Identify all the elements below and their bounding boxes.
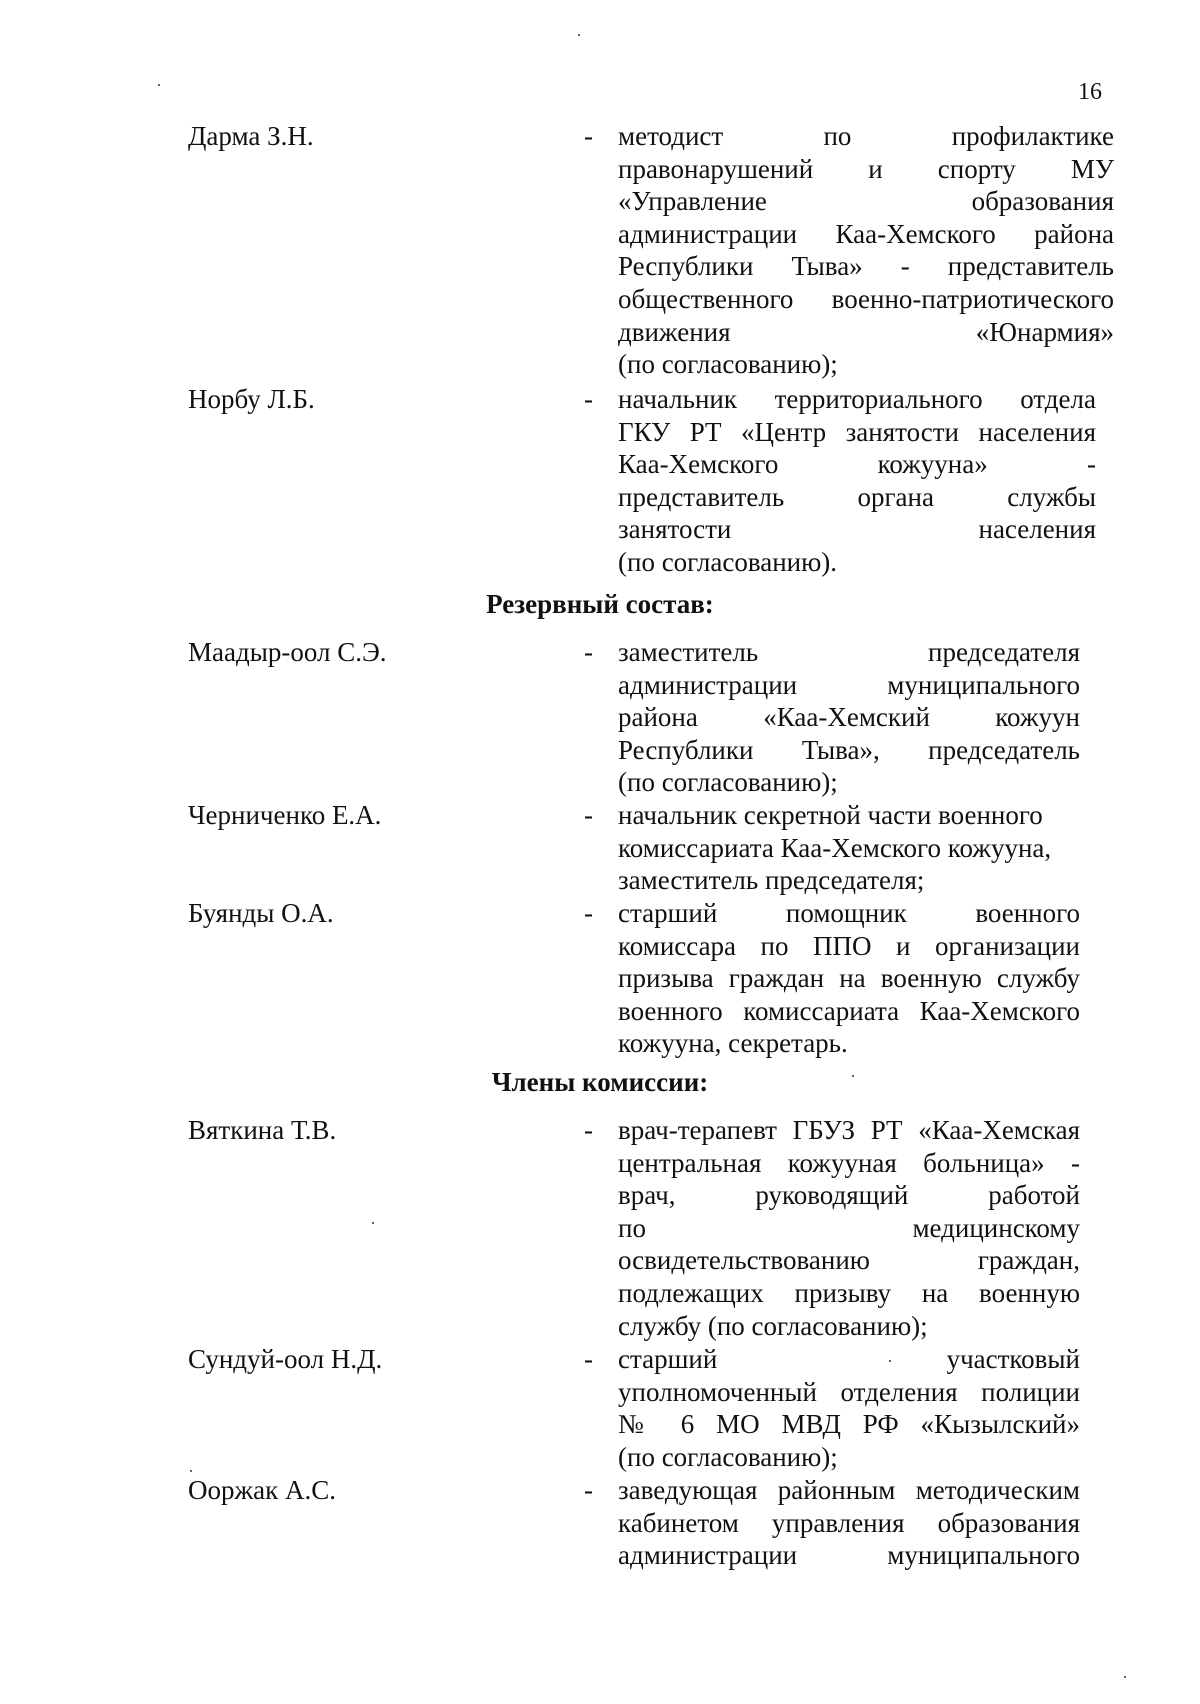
scan-speck	[158, 84, 160, 86]
member-position	[618, 799, 1080, 897]
position-line: района «Каа-Хемский кожуун	[618, 702, 1080, 733]
position-line: представитель органа службы	[618, 481, 1096, 512]
position-line: движения «Юнармия»	[618, 316, 1114, 347]
position-line: комиссара по ППО и организации	[618, 930, 1080, 961]
position-line: (по согласованию).	[618, 546, 838, 577]
member-name: Сундуй-оол Н.Д.	[188, 1344, 383, 1374]
member-name: Ооржак А.С.	[188, 1475, 337, 1505]
scan-speck	[578, 34, 580, 36]
scan-speck	[372, 1222, 374, 1224]
entry-dash: -	[584, 800, 593, 830]
section-heading-reserve: Резервный состав:	[486, 589, 714, 619]
position-line: Республики Тыва», председатель	[618, 734, 1080, 765]
position-line: администрации муниципального	[618, 669, 1080, 700]
position-line: заместитель председателя;	[618, 865, 925, 896]
scan-speck	[190, 1470, 192, 1472]
position-line: «Управление образования	[618, 186, 1114, 217]
member-position	[618, 897, 1080, 1060]
position-line: Республики Тыва» - представитель	[618, 251, 1114, 282]
position-line: врач, руководящий работой	[618, 1180, 1080, 1211]
position-line: старший участковый	[618, 1344, 1080, 1374]
position-line: заместитель председателя	[618, 637, 1080, 667]
position-line: администрации муниципального	[618, 1540, 1080, 1571]
member-position	[618, 1114, 1080, 1342]
member-name: Черниченко Е.А.	[188, 800, 382, 830]
member-position	[618, 383, 1096, 579]
entry-dash: -	[584, 384, 593, 414]
position-line: старший помощник военного	[618, 898, 1080, 928]
position-line: военного комиссариата Каа-Хемского	[618, 995, 1080, 1026]
position-line: комиссариата Каа-Хемского кожууна,	[618, 832, 1052, 863]
position-line: методист по профилактике	[618, 121, 1114, 151]
position-line: ГКУ РТ «Центр занятости населения	[618, 416, 1096, 447]
member-name: Маадыр-оол С.Э.	[188, 637, 387, 667]
member-position	[618, 1343, 1080, 1473]
scan-speck	[1124, 1676, 1126, 1678]
position-line: уполномоченный отделения полиции	[618, 1376, 1080, 1407]
entry-dash: -	[584, 121, 593, 151]
member-name: Буянды О.А.	[188, 898, 334, 928]
position-line: начальник территориального отдела	[618, 384, 1096, 414]
position-line: кожууна, секретарь.	[618, 1028, 848, 1059]
member-name: Дарма З.Н.	[188, 121, 314, 151]
member-name: Норбу Л.Б.	[188, 384, 315, 414]
position-line: подлежащих призыву на военную	[618, 1277, 1080, 1308]
member-position	[618, 1474, 1080, 1572]
position-line: № 6 МО МВД РФ «Кызылский»	[618, 1409, 1080, 1440]
position-line: общественного военно-патриотического	[618, 283, 1114, 314]
position-line: освидетельствованию граждан,	[618, 1245, 1080, 1276]
position-line: центральная кожууная больница» -	[618, 1147, 1080, 1178]
position-line: правонарушений и спорту МУ	[618, 153, 1114, 184]
member-position	[618, 120, 1114, 381]
entry-dash: -	[584, 637, 593, 667]
entry-dash: -	[584, 1475, 593, 1505]
position-line: службу (по согласованию);	[618, 1310, 928, 1341]
position-line: Каа-Хемского кожууна» -	[618, 449, 1096, 480]
entry-dash: -	[584, 898, 593, 928]
member-position	[618, 636, 1080, 799]
position-line: начальник секретной части военного	[618, 800, 1043, 830]
entry-dash: -	[584, 1344, 593, 1374]
position-line: (по согласованию);	[618, 1441, 838, 1472]
position-line: администрации Каа-Хемского района	[618, 218, 1114, 249]
member-name: Вяткина Т.В.	[188, 1115, 337, 1145]
section-heading-members: Члены комиссии:	[491, 1067, 709, 1097]
entry-dash: -	[584, 1115, 593, 1145]
position-line: (по согласованию);	[618, 767, 838, 798]
position-line: заведующая районным методическим	[618, 1475, 1080, 1505]
position-line: (по согласованию);	[618, 349, 838, 380]
position-line: занятости населения	[618, 514, 1096, 545]
position-line: по медицинскому	[618, 1212, 1080, 1243]
position-line: призыва граждан на военную службу	[618, 963, 1080, 994]
position-line: кабинетом управления образования	[618, 1507, 1080, 1538]
position-line: врач-терапевт ГБУЗ РТ «Каа-Хемская	[618, 1115, 1080, 1145]
page-number: 16	[1078, 79, 1102, 105]
